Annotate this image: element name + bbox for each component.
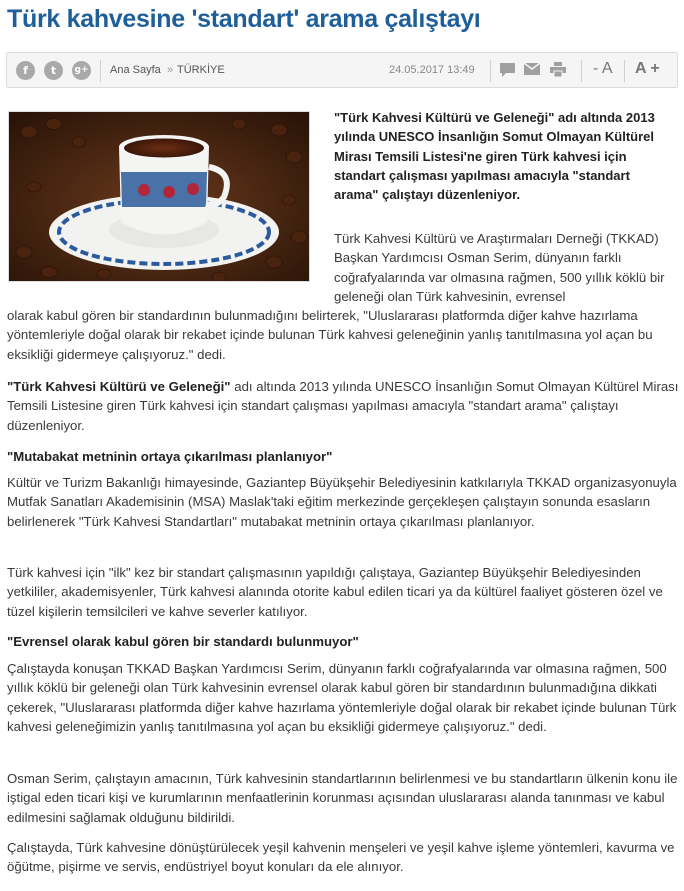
article-lead: "Türk Kahvesi Kültürü ve Geleneği" adı altında 2013 yılında UNESCO İnsanlığın Somut Olmayan Kültürel Mirası Temsili Listesi'ne giren Türk kahvesi için standart çalışması yapılması amacıyla "standart arama" çalıştayı düzenleniyor. — [334, 110, 655, 203]
paragraph-2-emphasis: "Türk Kahvesi Kültürü ve Geleneği" — [7, 379, 231, 394]
paragraph-1-top: Türk Kahvesi Kültürü ve Araştırmaları Derneği (TKKAD) Başkan Yardımcısı Osman Serim, dünyanın farklı coğrafyalarında var olmasına rağmen, 500 yıllık köklü bir geleneği olan Türk kahvesinin, evrensel — [334, 231, 665, 304]
divider — [100, 60, 101, 82]
article-photo — [8, 111, 310, 282]
paragraph-6: Osman Serim, çalıştayın amacının, Türk kahvesinin standartlarının belirlenmesi ve bu standartların ülkenin konu ile iştigal eden ticari kişi ve kurumlarının menfaatlerinin korunması açısından uluslararası alanda tanınması ve kabul edilmesini sağlamak olduğunu bildirildi. — [7, 771, 678, 825]
divider — [490, 60, 491, 82]
print-icon[interactable] — [550, 62, 566, 81]
subheading-2: "Evrensel olarak kabul gören bir standardı bulunmuyor" — [7, 634, 359, 649]
breadcrumb-separator: » — [167, 64, 174, 76]
breadcrumb-home[interactable]: Ana Sayfa — [110, 64, 161, 76]
article-title: Türk kahvesine 'standart' arama çalıştayı — [7, 5, 481, 33]
comment-icon[interactable] — [499, 62, 516, 82]
twitter-icon[interactable]: t — [44, 61, 63, 80]
subheading-1: "Mutabakat metninin ortaya çıkarılması planlanıyor" — [7, 449, 333, 464]
divider — [581, 60, 582, 82]
coffee-cup-photo — [9, 112, 310, 282]
article-toolbar — [6, 52, 678, 88]
publish-date: 24.05.2017 13:49 — [389, 64, 475, 76]
paragraph-2-text: adı altında 2013 yılında UNESCO İnsanlığın Somut Olmayan Kültürel Mirası Temsili Listesine giren Türk kahvesi için standart çalışması yapılması amacıyla "standart arama" çalıştayı düzenleniyor. — [7, 379, 679, 433]
paragraph-5: Çalıştayda konuşan TKKAD Başkan Yardımcısı Serim, dünyanın farklı coğrafyalarında var olmasına rağmen, 500 yıllık köklü bir geleneği olan Türk kahvesinin evrensel olarak kabul gören bir standardının bulunmadığına dikkati çekerek, "Uluslararası platformda diğer kahve hazırlama yöntemleriyle doğal olarak bir rekabet içinde bulunan Türk kahvesi geleneğimizin yanlış tanıtılmasına yol açan bu eksikliği gidermeye çalışıyoruz." dedi. — [7, 661, 677, 734]
font-increase-button[interactable]: A + — [635, 60, 660, 77]
facebook-icon[interactable]: f — [16, 61, 35, 80]
googleplus-icon[interactable]: g+ — [72, 61, 91, 80]
paragraph-3: Kültür ve Turizm Bakanlığı himayesinde, Gaziantep Büyükşehir Belediyesinin katkılarıyla TKKAD organizasyonuyla Mutfak Sanatları Akademisinin (MSA) Maslak'taki eğitim merkezinde gerçekleşen çalıştayın sonunda esasların belirlenerek "Türk Kahvesi Standartları" mutabakat metninin ortaya çıkarılması planlanıyor. — [7, 475, 677, 529]
paragraph-7: Çalıştayda, Türk kahvesine dönüştürülecek yeşil kahvenin menşeleri ve yeşil kahve işleme yöntemleri, kavurma ve öğütme, pişirme ve servis, endüstriyel boyut konuları da ele alınıyor. — [7, 840, 675, 875]
email-icon[interactable] — [524, 62, 540, 80]
font-decrease-button[interactable]: - A — [593, 60, 613, 77]
divider — [624, 60, 625, 82]
paragraph-4: Türk kahvesi için "ilk" kez bir standart çalışmasının yapıldığı çalıştaya, Gaziantep Büyükşehir Belediyesinden yetkililer, akademisyenler, Türk kahvesi alanında otorite kabul edilen ticari ya da kültürel faaliyet gösteren özel ve tüzel kişilerin temsilcileri ve kahve severler katılıyor. — [7, 565, 663, 619]
paragraph-2 — [7, 377, 679, 435]
breadcrumb-category[interactable]: TÜRKİYE — [177, 64, 225, 76]
paragraph-1-bottom: olarak kabul gören bir standardının bulunmadığını belirterek, "Uluslararası platformda diğer kahve hazırlama yöntemleriyle doğal olarak bir rekabet içinde bulunan Türk kahvesi geleneğinin yanlış tanıtılmasına yol açan bu eksikliği gidermeye çalışıyoruz." dedi. — [7, 308, 653, 362]
